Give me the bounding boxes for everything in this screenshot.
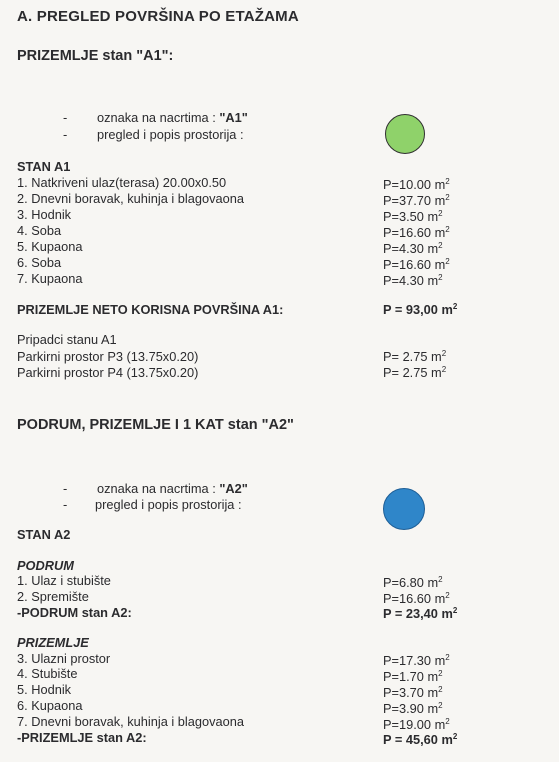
- room-area: P=10.00 $m^2$: [383, 177, 450, 192]
- room-area: P=1.70 $m^2$: [383, 669, 443, 684]
- parking-name: Parkirni prostor P3 (13.75x0.20): [17, 349, 199, 364]
- a2-podrum-total-value: P = 23,40 $m^2$: [383, 606, 458, 621]
- a2-podrum-total-label: -PODRUM stan A2:: [17, 605, 132, 620]
- a2-prizemlje-total-label: -PRIZEMLJE stan A2:: [17, 730, 147, 745]
- room-name: 7. Kupaona: [17, 271, 83, 286]
- room-area: P=3.50 $m^2$: [383, 209, 443, 224]
- a2-prizemlje-total-value: P = 45,60 $m^2$: [383, 732, 458, 747]
- room-name: 3. Ulazni prostor: [17, 651, 111, 666]
- room-name: 6. Kupaona: [17, 698, 83, 713]
- a2-title: PODRUM, PRIZEMLJE I 1 KAT stan "A2": [17, 417, 294, 433]
- a1-bullet-list: pregled i popis prostorija :: [97, 127, 244, 142]
- bullet-dash: -: [63, 481, 68, 496]
- bullet-dash: -: [63, 127, 68, 142]
- room-area: P=16.60 $m^2$: [383, 591, 450, 606]
- parking-name: Parkirni prostor P4 (13.75x0.20): [17, 365, 199, 380]
- a2-podrum-label: PODRUM: [17, 558, 74, 573]
- room-name: 1. Ulaz i stubište: [17, 573, 111, 588]
- page-heading: A. PREGLED POVRŠINA PO ETAŽAMA: [17, 8, 299, 25]
- a2-blue-marker: [383, 488, 425, 530]
- room-name: 2. Spremište: [17, 589, 89, 604]
- a1-total-value: P = 93,00 $m^2$: [383, 302, 458, 317]
- a1-pripadci-label: Pripadci stanu A1: [17, 332, 117, 347]
- room-area: P=4.30 $m^2$: [383, 273, 443, 288]
- room-name: 4. Soba: [17, 223, 62, 238]
- room-name: 1. Natkriveni ulaz(terasa) 20.00x0.50: [17, 175, 227, 190]
- a2-bullet-label: oznaka na nacrtima : "A2": [97, 481, 248, 496]
- room-name: 5. Kupaona: [17, 239, 83, 254]
- a1-green-marker: [385, 114, 425, 154]
- room-name: 3. Hodnik: [17, 207, 72, 222]
- a2-stan-label: STAN A2: [17, 527, 71, 542]
- parking-area: P= 2.75 $m^2$: [383, 349, 447, 364]
- a1-total-label: PRIZEMLJE NETO KORISNA POVRŠINA A1:: [17, 302, 284, 317]
- room-area: P=3.70 $m^2$: [383, 685, 443, 700]
- room-area: P=17.30 $m^2$: [383, 653, 450, 668]
- bullet-dash: -: [63, 110, 68, 125]
- room-name: 6. Soba: [17, 255, 62, 270]
- a1-stan-label: STAN A1: [17, 159, 71, 174]
- parking-area: P= 2.75 $m^2$: [383, 365, 447, 380]
- room-area: P=4.30 $m^2$: [383, 241, 443, 256]
- room-area: P=6.80 $m^2$: [383, 575, 443, 590]
- room-name: 4. Stubište: [17, 666, 78, 681]
- bullet-dash: -: [63, 497, 68, 512]
- a1-title: PRIZEMLJE stan "A1":: [17, 48, 174, 64]
- a2-prizemlje-label: PRIZEMLJE: [17, 635, 89, 650]
- room-name: 7. Dnevni boravak, kuhinja i blagovaona: [17, 714, 244, 729]
- room-area: P=16.60 $m^2$: [383, 257, 450, 272]
- room-area: P=37.70 $m^2$: [383, 193, 450, 208]
- room-area: P=3.90 $m^2$: [383, 701, 443, 716]
- a2-bullet-list: pregled i popis prostorija :: [95, 497, 242, 512]
- a1-bullet-label: oznaka na nacrtima : "A1": [97, 110, 248, 125]
- room-name: 5. Hodnik: [17, 682, 72, 697]
- room-name: 2. Dnevni boravak, kuhinja i blagovaona: [17, 191, 244, 206]
- room-area: P=16.60 $m^2$: [383, 225, 450, 240]
- room-area: P=19.00 $m^2$: [383, 717, 450, 732]
